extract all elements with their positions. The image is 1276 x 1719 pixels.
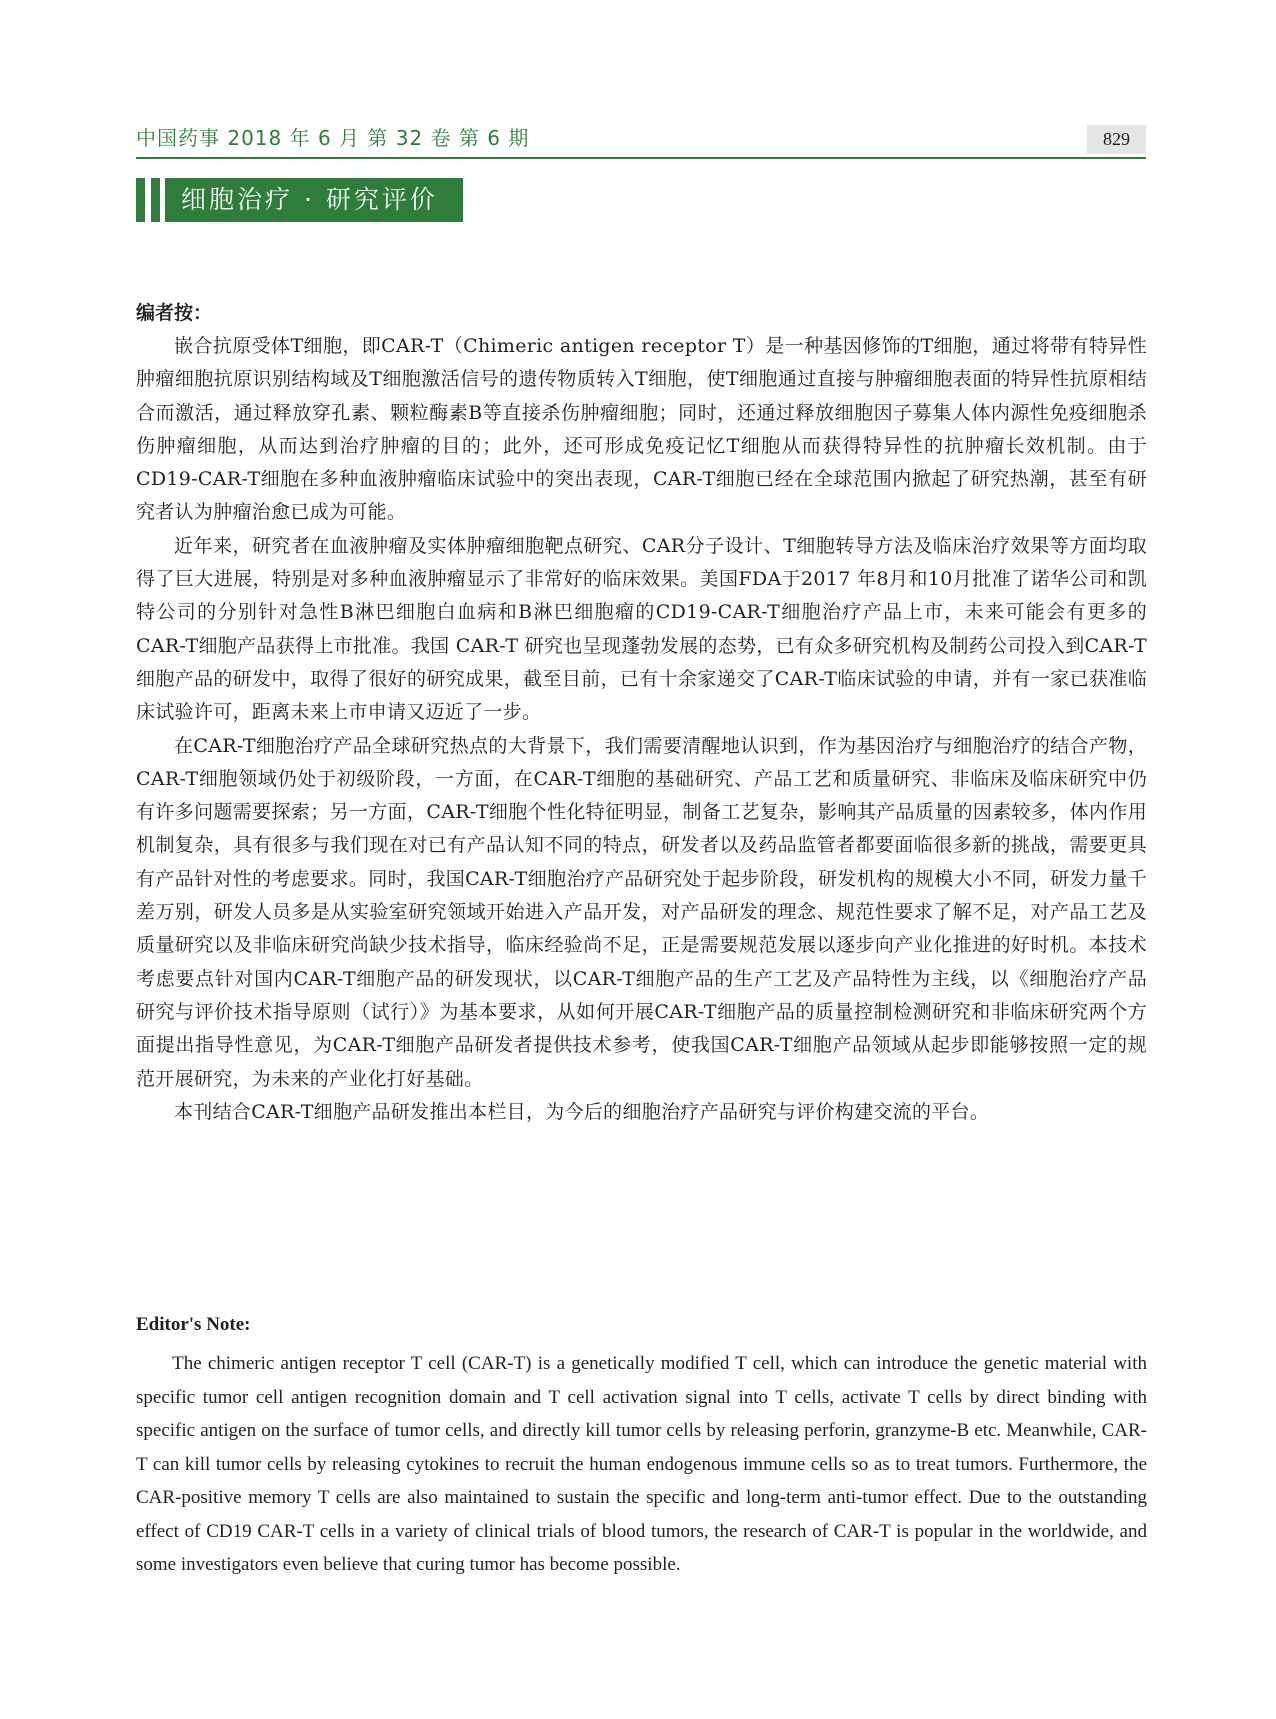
- journal-header: 中国药事 2018 年 6 月 第 32 卷 第 6 期: [136, 126, 530, 150]
- chinese-note-title: 编者按：: [136, 302, 213, 324]
- section-banner-bar-2: [151, 178, 160, 222]
- chinese-paragraph-2: 近年来，研究者在血液肿瘤及实体肿瘤细胞靶点研究、CAR分子设计、T细胞转导方法及临床治疗效果等方面均取得了巨大进展，特别是对多种血液肿瘤显示了非常好的临床效果。美国FDA于2017 年8月和10月批准了诺华公司和凯特公司的分别针对急性B淋巴细胞白血病和B淋巴细胞瘤的CD19-CAR-T细胞治疗产品上市，未来可能会有更多的CAR-T细胞产品获得上市批准。我国 CAR-T 研究也呈现蓬勃发展的态势，已有众多研究机构及制药公司投入到CAR-T 细胞产品的研发中，取得了很好的研究成果，截至目前，已有十余家递交了CAR-T临床试验的申请，并有一家已获准临床试验许可，距离未来上市申请又迈近了一步。: [136, 534, 1147, 724]
- english-editor-note: [136, 1313, 1147, 1582]
- chinese-paragraph-1: 嵌合抗原受体T细胞，即CAR-T（Chimeric antigen receptor T）是一种基因修饰的T细胞，通过将带有特异性肿瘤细胞抗原识别结构域及T细胞激活信号的遗传物质转入T细胞，使T细胞通过直接与肿瘤细胞表面的特异性抗原相结合而激活，通过释放穿孔素、颗粒酶素B等直接杀伤肿瘤细胞；同时，还通过释放细胞因子募集人体内源性免疫细胞杀伤肿瘤细胞，从而达到治疗肿瘤的目的；此外，还可形成免疫记忆T细胞从而获得特异性的抗肿瘤长效机制。由于CD19-CAR-T细胞在多种血液肿瘤临床试验中的突出表现，CAR-T细胞已经在全球范围内掀起了研究热潮，甚至有研究者认为肿瘤治愈已成为可能。: [136, 335, 1147, 524]
- page-number: 829: [1087, 125, 1146, 154]
- chinese-editor-note: [136, 296, 1147, 1129]
- section-banner: 细胞治疗 · 研究评价: [165, 178, 463, 222]
- header-rule: [136, 157, 1146, 159]
- section-banner-bar-1: [136, 178, 145, 222]
- english-note-title: Editor's Note:: [136, 1314, 251, 1335]
- chinese-paragraph-4: 本刊结合CAR-T细胞产品研发推出本栏目，为今后的细胞治疗产品研究与评价构建交流的平台。: [174, 1100, 990, 1123]
- chinese-paragraph-3: 在CAR-T细胞治疗产品全球研究热点的大背景下，我们需要清醒地认识到，作为基因治疗与细胞治疗的结合产物，CAR-T细胞领域仍处于初级阶段，一方面，在CAR-T细胞的基础研究、产品工艺和质量研究、非临床及临床研究中仍有许多问题需要探索；另一方面，CAR-T细胞个性化特征明显，制备工艺复杂，影响其产品质量的因素较多，体内作用机制复杂，具有很多与我们现在对已有产品认知不同的特点，研发者以及药品监管者都要面临很多新的挑战，需要更具有产品针对性的考虑要求。同时，我国CAR-T细胞治疗产品研究处于起步阶段，研发机构的规模大小不同，研发力量千差万别，研发人员多是从实验室研究领域开始进入产品开发，对产品研发的理念、规范性要求了解不足，对产品工艺及质量研究以及非临床研究尚缺少技术指导，临床经验尚不足，正是需要规范发展以逐步向产业化推进的好时机。本技术考虑要点针对国内CAR-T细胞产品的研发现状，以CAR-T细胞产品的生产工艺及产品特性为主线，以《细胞治疗产品研究与评价技术指导原则（试行）》为基本要求，从如何开展CAR-T细胞产品的质量控制检测研究和非临床研究两个方面提出指导性意见，为CAR-T细胞产品研发者提供技术参考，使我国CAR-T细胞产品领域从起步即能够按照一定的规范开展研究，为未来的产业化打好基础。: [136, 734, 1147, 1090]
- english-paragraph: The chimeric antigen receptor T cell (CAR-T) is a genetically modified T cell, which can introduce the genetic material with specific tumor cell antigen recognition domain and T cell activation signal into T cells, activate T cells by direct binding with specific antigen on the surface of tumor cells, and directly kill tumor cells by releasing perforin, granzyme-B etc. Meanwhile, CAR-T can kill tumor cells by releasing cytokines to recruit the human endogenous immune cells so as to treat tumors. Furthermore, the CAR-positive memory T cells are also maintained to sustain the specific and long-term anti-tumor effect. Due to the outstanding effect of CD19 CAR-T cells in a variety of clinical trials of blood tumors, the research of CAR-T is popular in the worldwide, and some investigators even believe that curing tumor has become possible.: [136, 1353, 1147, 1575]
